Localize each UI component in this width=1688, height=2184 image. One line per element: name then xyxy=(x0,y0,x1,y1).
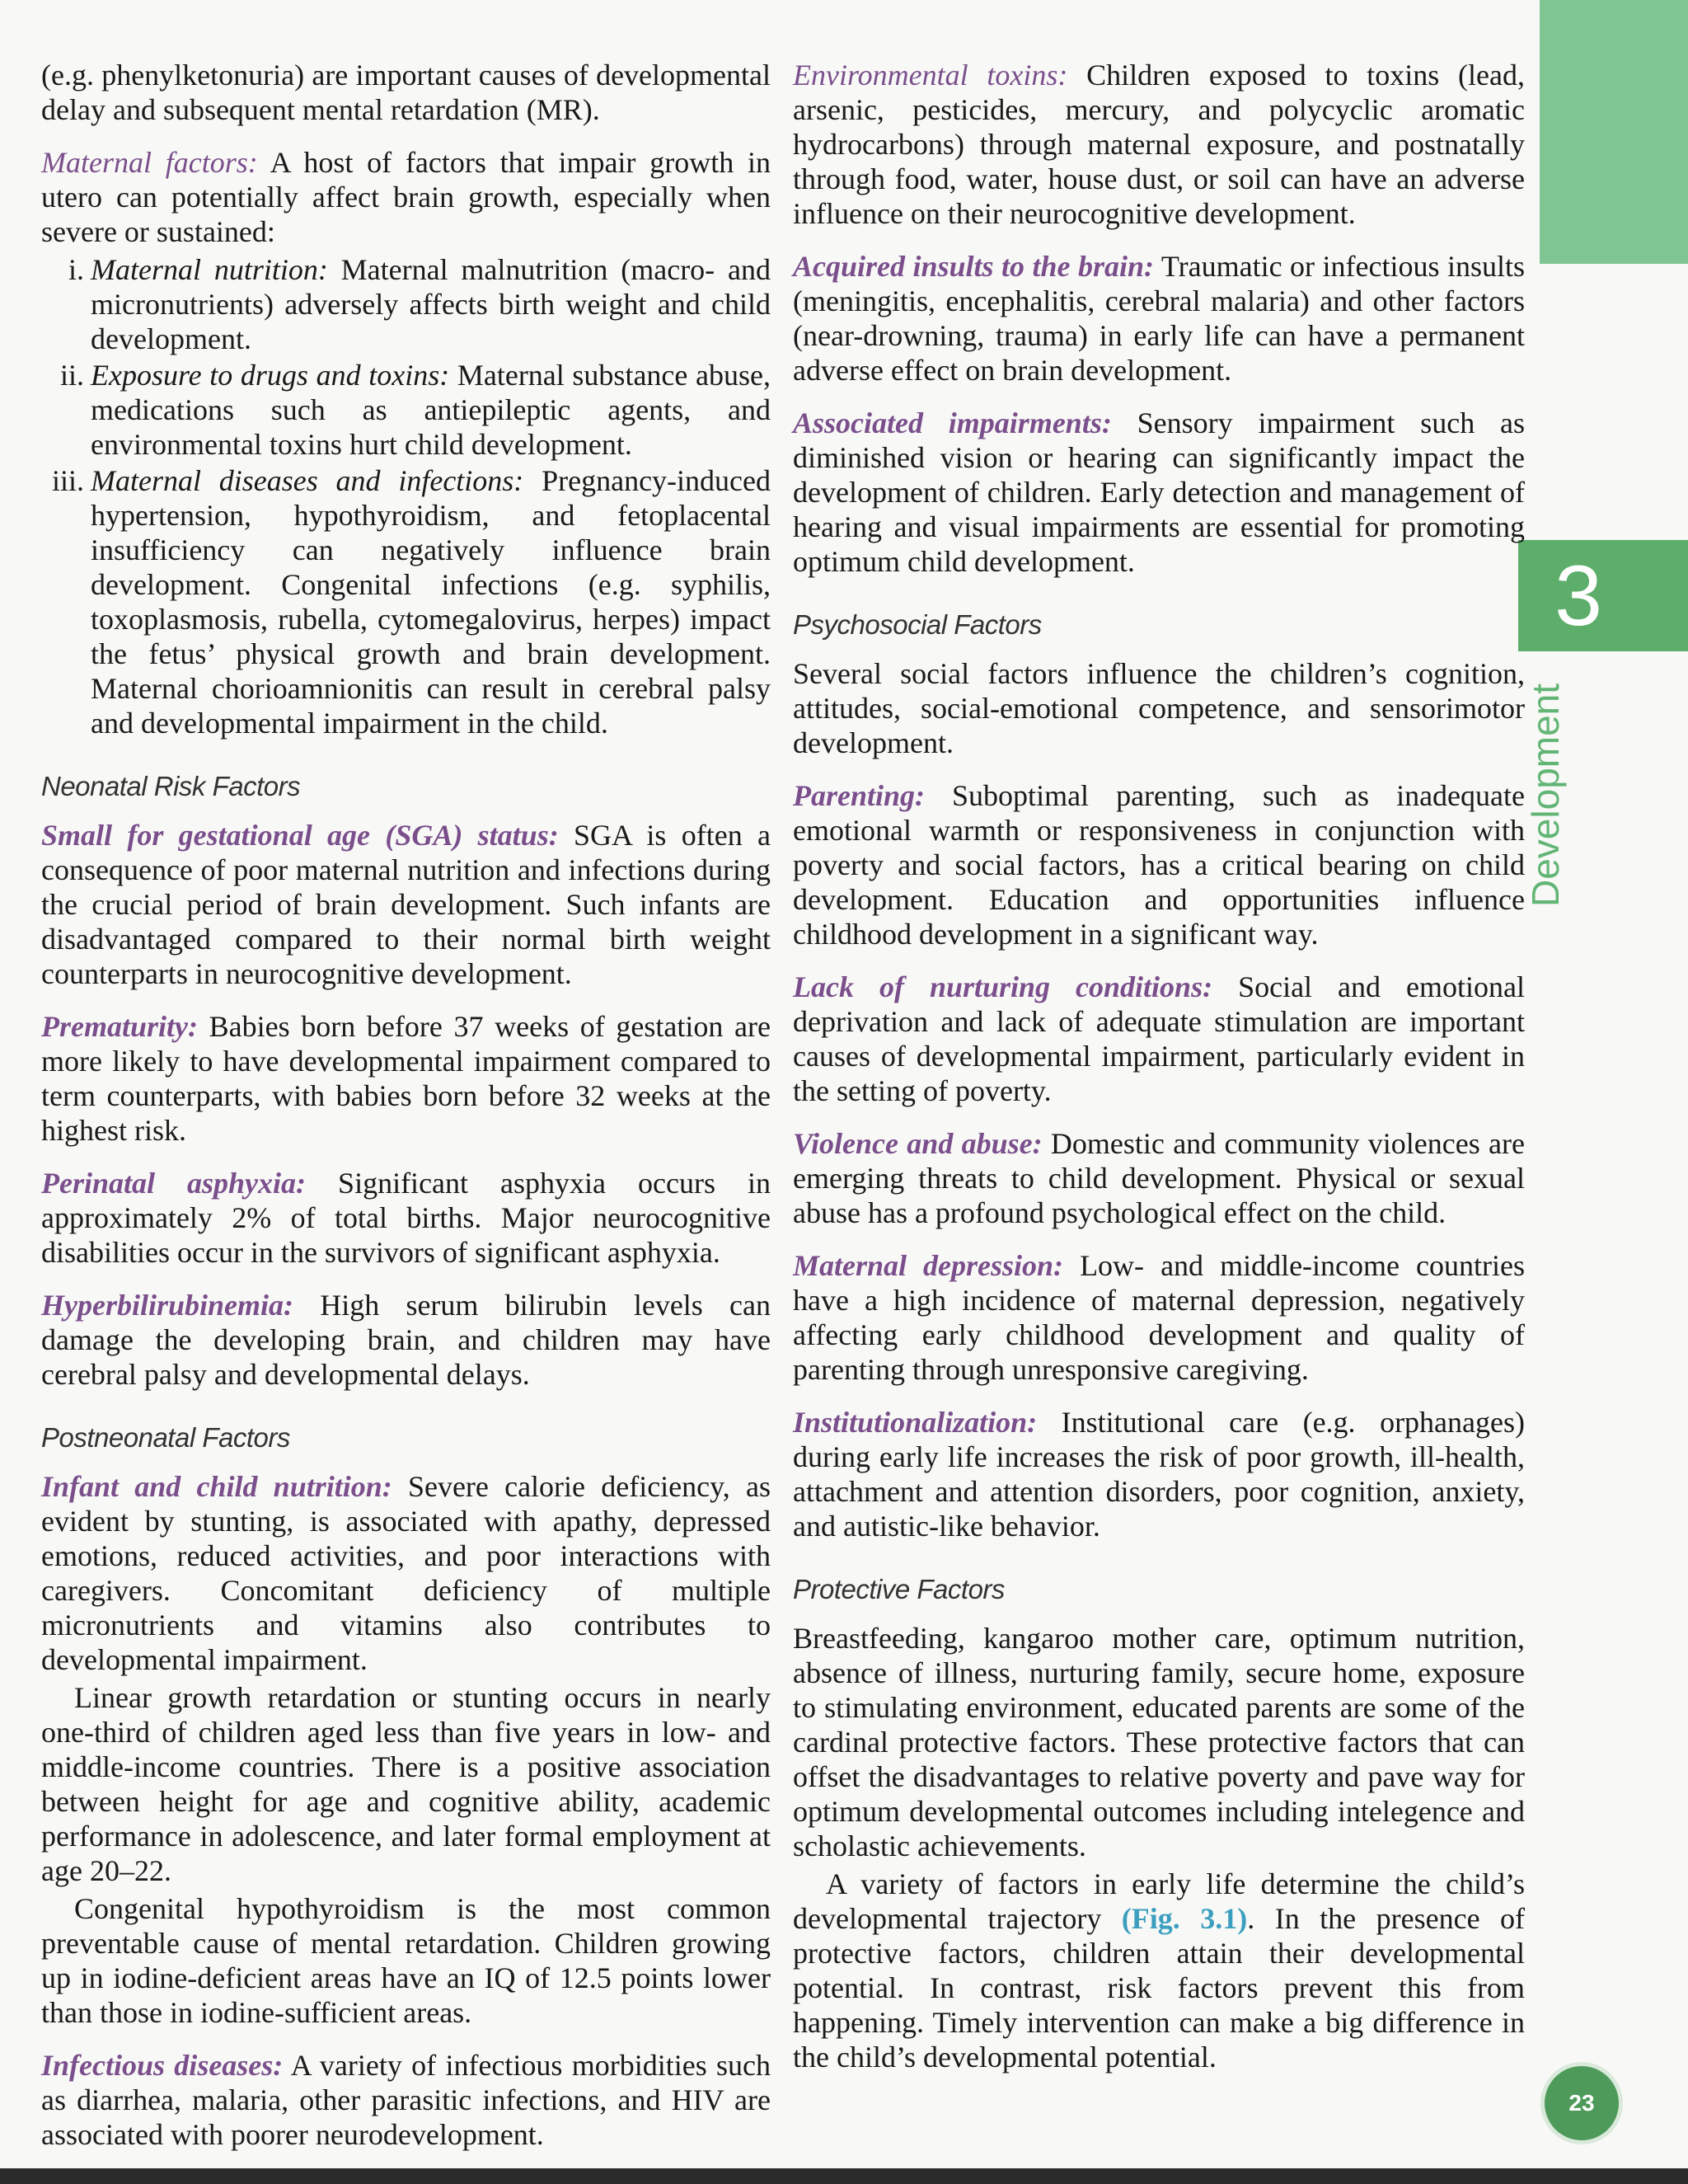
maternal-factors-text: A host of factors that impair growth in utero can potentially affect brain growth, especially when severe or sustained: xyxy=(41,146,771,248)
paragraph-institutionalization: Institutionalization: Institutional care (e.g. orphanages) during early life increases the risk of poor growth, ill-health, attachment and attention disorders, poor cognition, anxiety, and autistic-like behavior. xyxy=(793,1406,1525,1543)
paragraph-associated-impairments: Associated impairments: Sensory impairment such as diminished vision or hearing can significantly impact the development of children. Early detection and management of hearing and visual impairments are essential for promoting optimum child development. xyxy=(793,406,1525,578)
paragraph-prematurity: Prematurity: Babies born before 37 weeks of gestation are more likely to have developmental impairment compared to term counterparts, with babies born before 32 weeks at the highest risk. xyxy=(41,1010,771,1147)
paragraph-maternal-depression: Maternal depression: Low- and middle-income countries have a high incidence of maternal depression, negatively affecting early childhood development and quality of parenting through unresponsive caregiving. xyxy=(793,1249,1525,1386)
section-heading-neonatal: Neonatal Risk Factors xyxy=(41,771,301,801)
page-number: 23 xyxy=(1568,2090,1595,2116)
paragraph-parenting: Parenting: Suboptimal parenting, such as inadequate emotional warmth or responsiveness in conjunction with poverty and social factors, has a critical bearing on child development. Education and opportunities influence childhood development in a significant way. xyxy=(793,779,1525,951)
maternal-factors-term: Maternal factors: xyxy=(41,146,258,179)
paragraph-violence: Violence and abuse: Domestic and community violences are emerging threats to child development. Physical or sexual abuse has a profound psychological effect on the child. xyxy=(793,1127,1525,1229)
paragraph-nurturing: Lack of nurturing conditions: Social and emotional deprivation and lack of adequate stimulation are important causes of developmental impairment, particularly evident in the setting of poverty. xyxy=(793,970,1525,1107)
paragraph-trajectory: A variety of factors in early life determine the child’s developmental trajectory (Fig. 3.1). In the presence of protective factors, children attain their developmental potential. In contrast, risk factors prevent this from happening. Timely intervention can make a big difference in the child’s developmental potential. xyxy=(793,1867,1526,2074)
paragraph-nutrition: Infant and child nutrition: Severe calorie deficiency, as evident by stunting, is associated with apathy, depressed emotions, reduced activities, and poor interactions with caregivers. Concomitant deficiency of multiple micronutrients and vitamins also contributes to developmental impairment. xyxy=(41,1470,771,1676)
paragraph-hyperbilirubinemia: Hyperbilirubinemia: High serum bilirubin levels can damage the developing brain, and children may have cerebral palsy and developmental delays. xyxy=(41,1289,771,1391)
bottom-edge-bar xyxy=(0,2168,1688,2184)
paragraph-sga: Small for gestational age (SGA) status: SGA is often a consequence of poor maternal nutrition and infections during the crucial period of brain development. Such infants are disadvantaged compared to their normal birth weight counterparts in neurocognitive development. xyxy=(41,819,771,990)
paragraph-environmental: Environmental toxins: Children exposed to toxins (lead, arsenic, pesticides, mercury, and polycyclic aromatic hydrocarbons) through maternal exposure, and postnatally through food, water, house dust, or soil can have an adverse influence on their neurocognitive development. xyxy=(793,59,1525,230)
section-heading-protective: Protective Factors xyxy=(793,1574,1005,1604)
paragraph-asphyxia: Perinatal asphyxia: Significant asphyxia occurs in approximately 2% of total births. Major neurocognitive disabilities occur in the survivors of significant asphyxia. xyxy=(41,1167,771,1269)
chapter-tab xyxy=(1518,540,1688,651)
maternal-factors-paragraph xyxy=(41,145,771,249)
intro-continued: (e.g. phenylketonuria) are important causes of developmental delay and subsequent mental retardation (MR). xyxy=(41,59,771,126)
section-heading-postneonatal: Postneonatal Factors xyxy=(41,1422,290,1453)
paragraph-acquired-insults: Acquired insults to the brain: Traumatic or infectious insults (meningitis, encephalitis, cerebral malaria) and other factors (near-drowning, trauma) in early life can have a permanent adverse effect on brain development. xyxy=(793,250,1525,387)
section-heading-psychosocial: Psychosocial Factors xyxy=(793,609,1042,640)
chapter-label: Development xyxy=(1524,683,1567,907)
chapter-number: 3 xyxy=(1554,547,1602,644)
list-item: ii. Exposure to drugs and toxins: Maternal substance abuse, medications such as antiepileptic agents, and environmental toxins hurt child development. xyxy=(59,359,771,461)
paragraph-stunting: Linear growth retardation or stunting occurs in nearly one-third of children aged less than five years in low- and middle-income countries. There is a positive association between height for age and cognitive ability, academic performance in adolescence, and later formal employment at age 20–22. xyxy=(41,1681,771,1887)
paragraph-infectious: Infectious diseases: A variety of infectious morbidities such as diarrhea, malaria, other parasitic infections, and HIV are associated with poorer neurodevelopment. xyxy=(41,2049,771,2151)
list-item: i. Maternal nutrition: Maternal malnutrition (macro- and micronutrients) adversely affects birth weight and child development. xyxy=(68,253,771,355)
left-column xyxy=(41,58,771,2170)
chapter-tab-band xyxy=(1540,0,1688,264)
page-number-badge xyxy=(1545,2066,1619,2140)
right-column xyxy=(793,58,1525,2092)
maternal-factors-list xyxy=(41,252,771,740)
paragraph-protective: Breastfeeding, kangaroo mother care, optimum nutrition, absence of illness, nurturing family, secure home, exposure to stimulating environment, educated parents are some of the cardinal protective factors. These protective factors that can offset the disadvantages to relative poverty and pave way for optimum developmental outcomes including intelegence and scholastic achievements. xyxy=(793,1622,1525,1862)
paragraph-hypothyroidism: Congenital hypothyroidism is the most common preventable cause of mental retardation. Children growing up in iodine-deficient areas have an IQ of 12.5 points lower than those in iodine-sufficient areas. xyxy=(41,1892,771,2029)
list-item: iii. Maternal diseases and infections: Pregnancy-induced hypertension, hypothyroidism, and fetoplacental insufficiency can negatively influence brain development. Congenital infections (e.g. syphilis, toxoplasmosis, rubella, cytomegalovirus, herpes) impact the fetus’ physical growth and brain development. Maternal chorioamnionitis can result in cerebral palsy and developmental impairment in the child. xyxy=(51,464,771,740)
paragraph-psychosocial-intro: Several social factors influence the children’s cognition, attitudes, social-emotional competence, and sensorimotor development. xyxy=(793,657,1525,759)
figure-reference-link[interactable]: (Fig. 3.1) xyxy=(1121,1902,1248,1935)
